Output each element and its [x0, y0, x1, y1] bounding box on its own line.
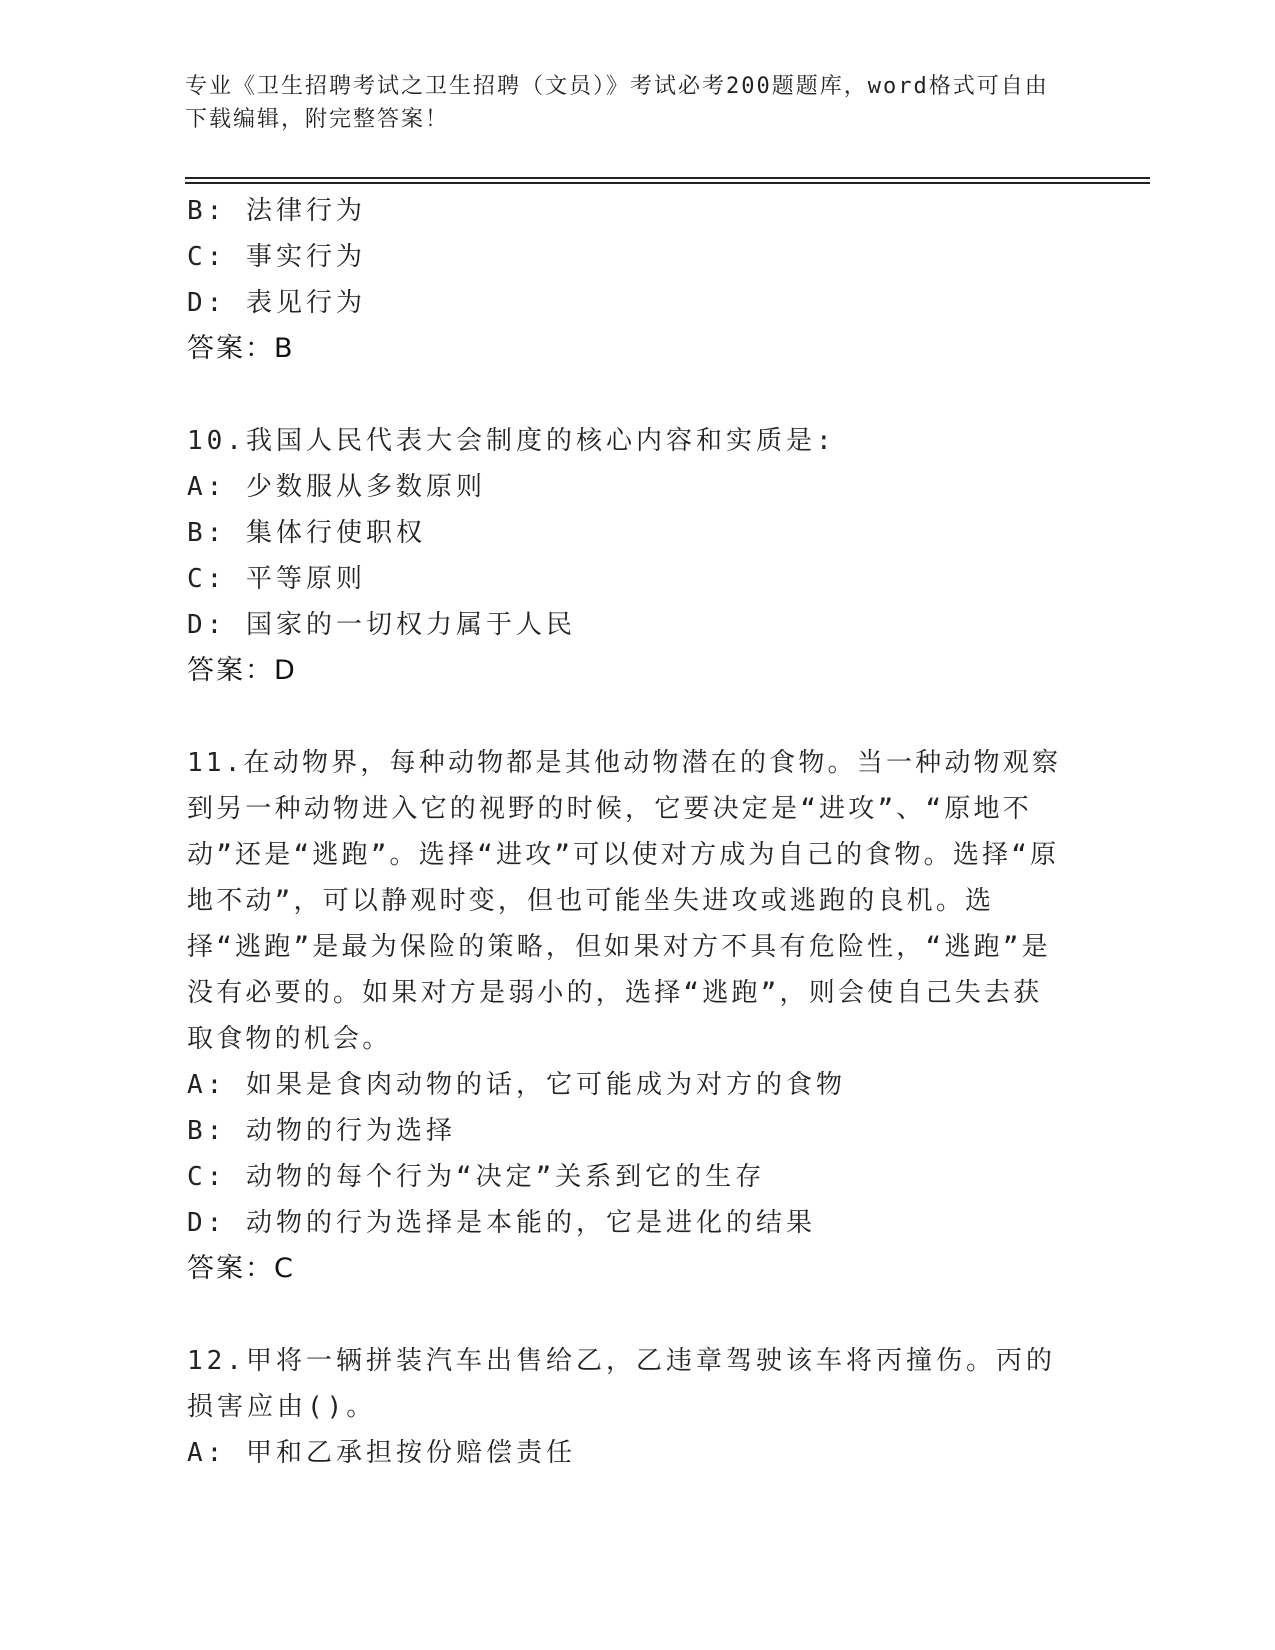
option-a: A: 少数服从多数原则: [187, 472, 486, 502]
question-9: [187, 188, 1067, 372]
option-d: D: 表见行为: [187, 288, 366, 318]
header-divider-top: [185, 177, 1150, 179]
option-c: C: 平等原则: [187, 564, 366, 594]
option-a: A: 如果是食肉动物的话，它可能成为对方的食物: [187, 1070, 846, 1100]
question-list: [187, 188, 1067, 1476]
document-header: 专业《卫生招聘考试之卫生招聘（文员）》考试必考200题题库，word格式可自由下载编辑，附完整答案！: [185, 74, 1049, 132]
question-10: [187, 418, 1067, 694]
option-d: D: 国家的一切权力属于人民: [187, 610, 576, 640]
option-a: A: 甲和乙承担按份赔偿责任: [187, 1438, 576, 1468]
question-stem: 12.甲将一辆拼装汽车出售给乙，乙违章驾驶该车将丙撞伤。丙的损害应由()。: [187, 1346, 1056, 1422]
spacer: [187, 372, 1067, 418]
question-stem: 11.在动物界，每种动物都是其他动物潜在的食物。当一种动物观察到另一种动物进入它的视野的时候，它要决定是“进攻”、“原地不动”还是“逃跑”。选择“进攻”可以使对方成为自己的食物。选择“原地不动”，可以静观时变，但也可能坐失进攻或逃跑的良机。选择“逃跑”是最为保险的策略，但如果对方不具有危险性，“逃跑”是没有必要的。如果对方是弱小的，选择“逃跑”，则会使自己失去获取食物的机会。: [187, 748, 1062, 1054]
question-stem: 10.我国人民代表大会制度的核心内容和实质是:: [187, 426, 836, 456]
spacer: [187, 1292, 1067, 1338]
option-b: B: 动物的行为选择: [187, 1116, 456, 1146]
header-divider-bottom: [185, 182, 1150, 184]
option-c: C: 事实行为: [187, 242, 366, 272]
option-c: C: 动物的每个行为“决定”关系到它的生存: [187, 1162, 766, 1192]
question-12: [187, 1338, 1067, 1476]
answer-label: 答案：D: [187, 655, 297, 686]
spacer: [187, 694, 1067, 740]
option-b: B: 集体行使职权: [187, 518, 426, 548]
question-11: [187, 740, 1067, 1292]
answer-label: 答案：C: [187, 1253, 295, 1284]
option-d: D: 动物的行为选择是本能的，它是进化的结果: [187, 1208, 816, 1238]
option-b: B: 法律行为: [187, 196, 366, 226]
answer-label: 答案：B: [187, 333, 295, 364]
